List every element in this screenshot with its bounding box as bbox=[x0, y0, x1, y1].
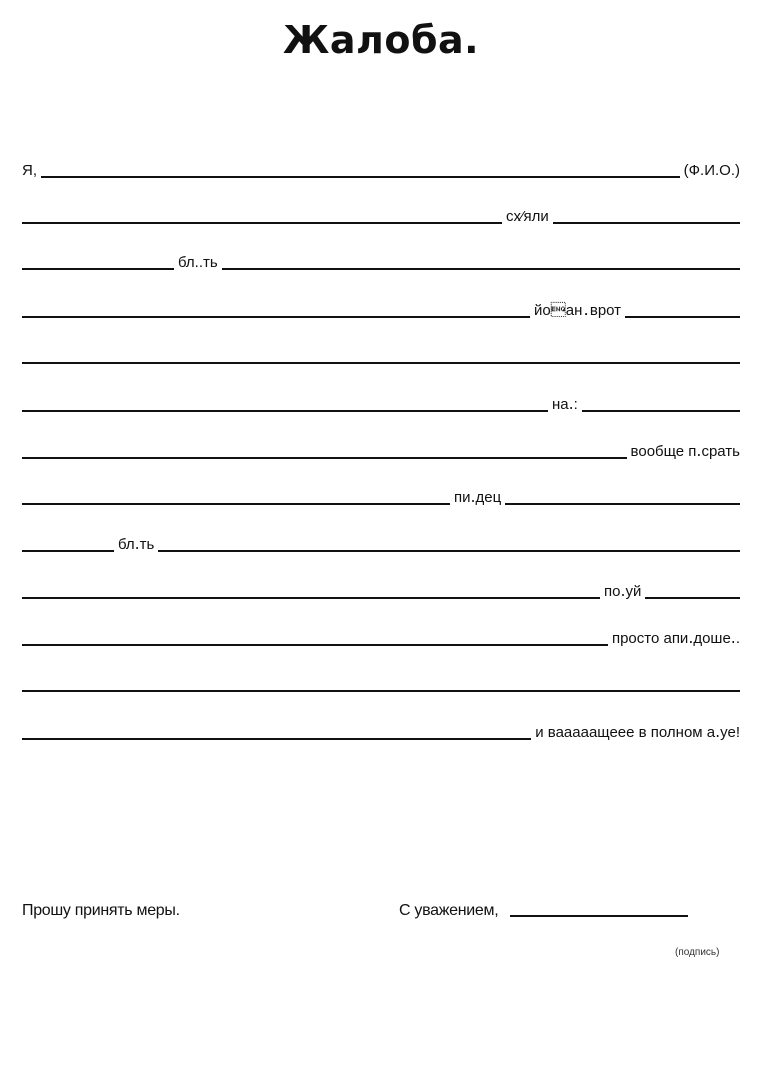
regards-text: С уважением, bbox=[399, 902, 499, 919]
fill-line[interactable] bbox=[22, 316, 530, 318]
fill-line[interactable] bbox=[158, 550, 740, 552]
request-text: Прошу принять меры. bbox=[22, 902, 180, 919]
fill-line[interactable] bbox=[22, 738, 531, 740]
fill-line[interactable] bbox=[22, 503, 450, 505]
line-label-middle: бл..ть bbox=[178, 254, 218, 271]
fill-line[interactable] bbox=[22, 597, 600, 599]
fill-line[interactable] bbox=[22, 457, 627, 459]
form-line-7 bbox=[22, 437, 740, 461]
form-line-10 bbox=[22, 577, 740, 601]
form-line-6 bbox=[22, 390, 740, 414]
regards-block bbox=[399, 902, 688, 920]
fill-line[interactable] bbox=[22, 268, 174, 270]
line-label-end: (Ф.И.О.) bbox=[683, 162, 740, 179]
signature-caption: (подпись) bbox=[675, 947, 720, 958]
fill-line[interactable] bbox=[582, 410, 740, 412]
fill-line[interactable] bbox=[625, 316, 740, 318]
form-line-13 bbox=[22, 718, 740, 742]
fill-line[interactable] bbox=[645, 597, 740, 599]
line-label-end: просто апи․доше․. bbox=[611, 630, 740, 647]
line-label-end: вообще п․срать bbox=[630, 443, 740, 460]
fill-line[interactable] bbox=[22, 690, 740, 692]
form-line-8 bbox=[22, 483, 740, 507]
line-label-middle: йоан․врот bbox=[534, 302, 622, 319]
form-line-3 bbox=[22, 248, 740, 272]
form-line-9 bbox=[22, 530, 740, 554]
fill-line[interactable] bbox=[22, 550, 114, 552]
form-line-11 bbox=[22, 624, 740, 648]
form-line-4 bbox=[22, 296, 740, 320]
fill-line[interactable] bbox=[22, 222, 502, 224]
line-label-start: Я, bbox=[22, 162, 37, 179]
form-line-12 bbox=[22, 670, 740, 694]
document-title: Жалоба. bbox=[282, 18, 480, 62]
line-label-middle: пи․дец bbox=[454, 489, 502, 506]
fill-line[interactable] bbox=[553, 222, 740, 224]
fill-line[interactable] bbox=[222, 268, 740, 270]
line-label-end: и вааааащеее в полном а․уе! bbox=[535, 724, 740, 741]
fill-line[interactable] bbox=[22, 644, 608, 646]
fill-line[interactable] bbox=[41, 176, 680, 178]
form-line-5 bbox=[22, 342, 740, 366]
form-line-1 bbox=[22, 156, 740, 180]
fill-line[interactable] bbox=[22, 410, 548, 412]
line-label-middle: на․: bbox=[552, 396, 578, 413]
line-label-middle: по․уй bbox=[604, 583, 642, 600]
fill-line[interactable] bbox=[22, 362, 740, 364]
line-label-middle: бл․ть bbox=[118, 536, 155, 553]
form-line-2 bbox=[22, 202, 740, 226]
line-label-middle: сх⁄яли bbox=[506, 208, 549, 225]
fill-line[interactable] bbox=[505, 503, 740, 505]
signature-line[interactable] bbox=[510, 915, 688, 917]
